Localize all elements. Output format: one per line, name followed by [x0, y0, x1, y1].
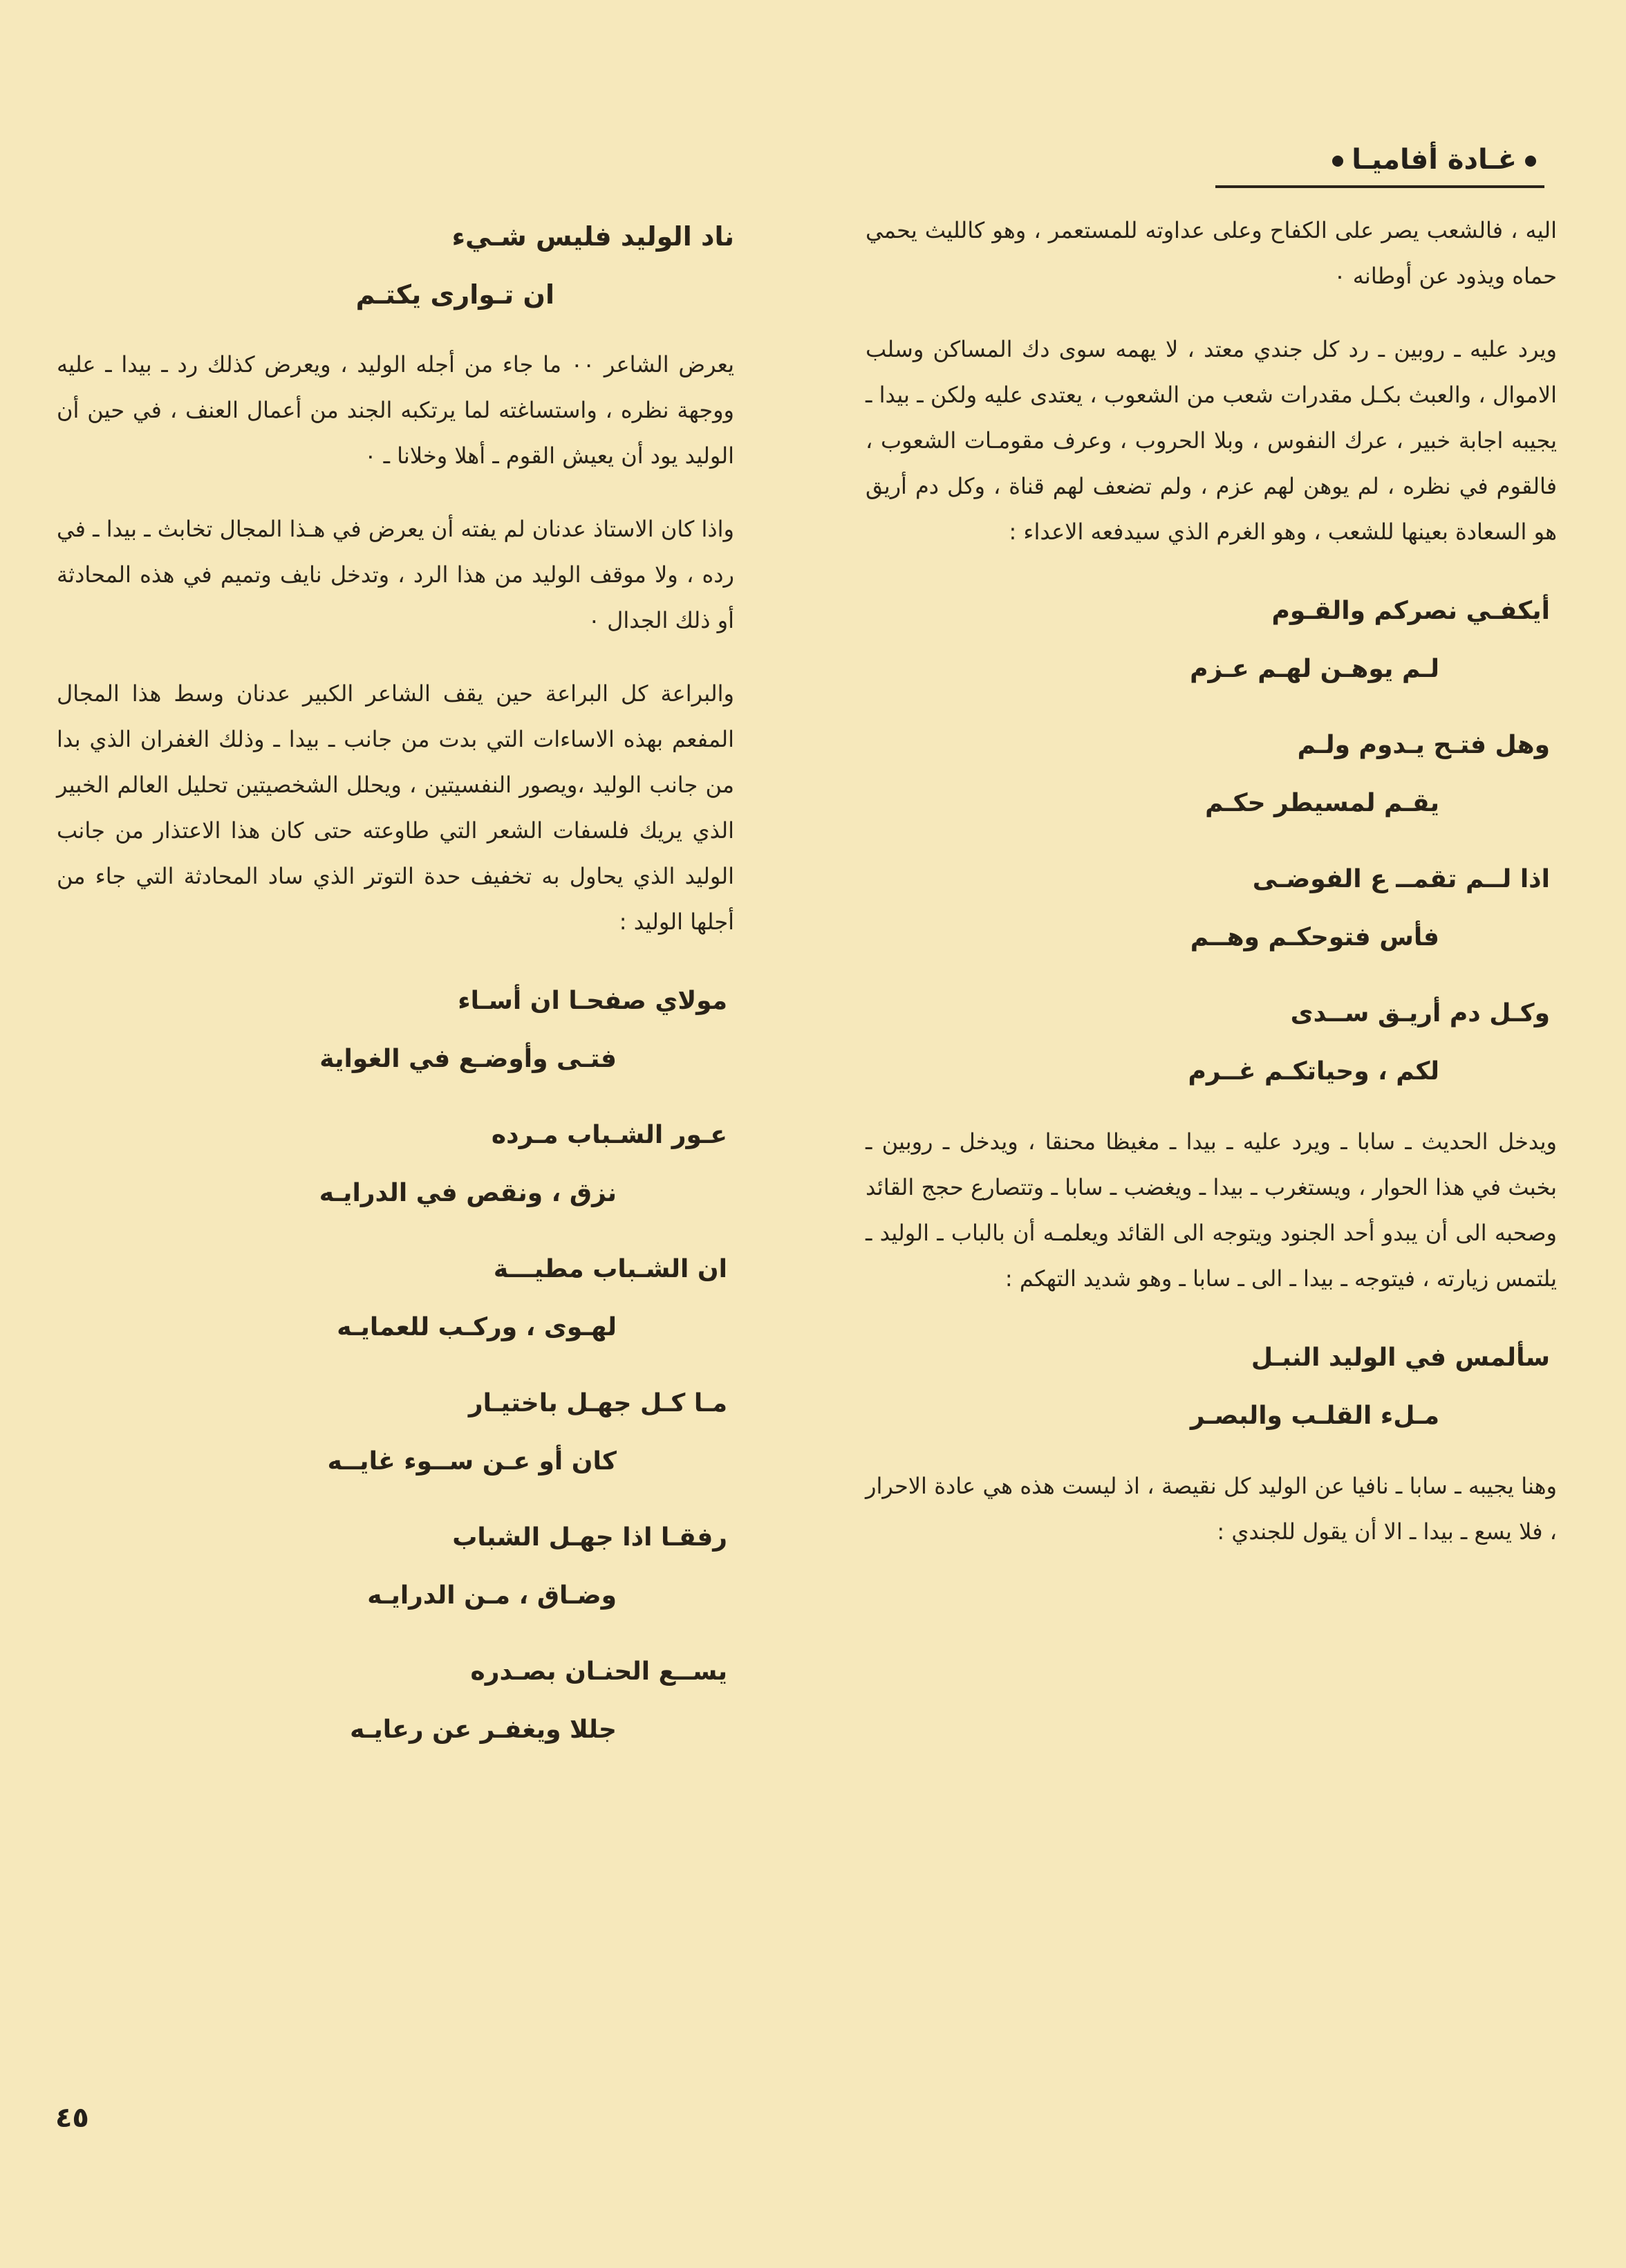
verse-couplet: [57, 1106, 734, 1223]
paragraph: ويرد عليه ـ روبين ـ رد كل جندي معتد ، لا يهمه سوى دك المساكن وسلب الاموال ، والعبث بكـل مقدرات شعب من الشعوب ، يعتدى عليه ولكن ـ بيدا ـ يجيبه اجابة خبير ، عرك النفوس ، وبلا الحروب ، وعرف مقومـات الشعوب ، فالقوم في نظره ، لم يوهن لهم عزم ، ولم تضعف لهم قناة ، وكل دم أريق هو السعادة بعينها للشعب ، وهو الغرم الذي سيدفعه الاعداء :: [866, 336, 1557, 545]
verse-line: كان أو عـن ســوء غايــه: [327, 1447, 617, 1476]
verse-couplet: [866, 1329, 1557, 1445]
right-column: [866, 207, 1557, 1582]
verse-line: لـم يوهـن لهـم عـزم: [1190, 655, 1439, 683]
paragraph: يعرض الشاعر ٠٠ ما جاء من أجله الوليد ، ويعرض كذلك رد ـ بيدا ـ عليه ووجهة نظره ، واستساغته لما يرتكبه الجند من أعمال العنف ، في حين أن الوليد يود أن يعيش القوم ـ أهلا وخلانا ـ ٠: [57, 351, 735, 469]
header-rule: [1215, 185, 1544, 188]
verse-line: فتـى وأوضـع في الغواية: [319, 1045, 617, 1073]
verse-line: وضـاق ، مـن الدرايـه: [367, 1581, 617, 1610]
verse-line: مولاي صفحـا ان أسـاء: [458, 987, 727, 1015]
verse-line: لهـوى ، وركـب للعمايـه: [337, 1313, 617, 1341]
verse-line: مـا كـل جهـل باختيـار: [468, 1389, 727, 1418]
verse-line: اذا لــم تقمــ ع الفوضـى: [1252, 865, 1550, 893]
verse-couplet: [57, 1240, 734, 1357]
verse-line: مـلء القلـب والبصـر: [1190, 1402, 1439, 1430]
verse-line: فأس فتوحكـم وهــم: [1190, 923, 1439, 951]
paragraph: واذا كان الاستاذ عدنان لم يفته أن يعرض في هـذا المجال تخابث ـ بيدا ـ في رده ، ولا موقف الوليد من هذا الرد ، وتدخل نايف وتميم في هذه المحادثة أو ذلك الجدال ٠: [57, 516, 734, 633]
verse-line: وهل فتـح يـدوم ولـم: [1297, 731, 1550, 759]
verse-couplet: [57, 1375, 734, 1491]
left-column: [57, 207, 734, 1777]
verse-line: جللا ويغفـر عن رعايـه: [350, 1716, 617, 1744]
verse-line: نزق ، ونقص في الدرايـه: [319, 1179, 617, 1207]
verse-line: عـور الشـباب مـرده: [491, 1121, 727, 1149]
verse-couplet: [866, 582, 1557, 698]
bullet-icon: [1332, 156, 1343, 167]
bullet-icon: [1525, 156, 1536, 167]
verse-couplet: [57, 1643, 734, 1759]
verse-couplet: [57, 207, 734, 324]
verse-couplet: [866, 716, 1557, 833]
page-header: [1199, 136, 1544, 191]
paragraph: اليه ، فالشعب يصر على الكفاح وعلى عداوته للمستعمر ، وهو كالليث يحمي حماه ويذود عن أوطانه ٠: [866, 217, 1557, 289]
verse-line: وكـل دم أريـق ســدى: [1290, 999, 1550, 1028]
verse-couplet: [866, 985, 1557, 1101]
verse-line: أيكفـي نصركم والقـوم: [1271, 597, 1550, 625]
paragraph: ويدخل الحديث ـ سابا ـ ويرد عليه ـ بيدا ـ مغيظا محنقا ، ويدخل ـ روبين ـ بخبث في هذا الحوار ، ويستغرب ـ بيدا ـ ويغضب ـ سابا ـ وتتصارع حجج القائد وصحبه الى أن يبدو أحد الجنود ويتوجه الى القائد ويعلمـه أن بالباب ـ الوليد ـ يلتمس زيارته ، فيتوجه ـ بيدا ـ الى ـ سابا ـ وهو شديد التهكم :: [866, 1128, 1557, 1292]
verse-couplet: [866, 850, 1557, 967]
paragraph: وهنا يجيبه ـ سابا ـ نافيا عن الوليد كل نقيصة ، اذ ليست هذه هي عادة الاحرار ، فلا يسع ـ بيدا ـ الا أن يقول للجندي :: [866, 1473, 1557, 1545]
verse-line: يقـم لمسيطر حكـم: [1205, 789, 1439, 817]
page-number: ٤٥: [55, 2102, 89, 2134]
header-title: غـادة أفاميـا: [1352, 144, 1517, 176]
verse-line: سألمس في الوليد النبـل: [1251, 1344, 1550, 1372]
paragraph: والبراعة كل البراعة حين يقف الشاعر الكبير عدنان وسط هذا المجال المفعم بهذه الاساءات التي بدت من جانب ـ بيدا ـ وذلك الغفران الذي بدا من جانب الوليد ،ويصور النفسيتين ، ويحلل الشخصيتين تحليل العالم الخبير الذي يريك فلسفات الشعر التي طاوعته حتى كان هذا الاعتذار من جانب الوليد الذي يحاول به تخفيف حدة التوتر الذي ساد المحادثة التي جاء من أجلها الوليد :: [57, 680, 734, 935]
verse-line: ناد الوليد فليس شـيء: [451, 221, 734, 252]
verse-line: ان تـوارى يكتـم: [355, 279, 554, 310]
verse-line: رفقـا اذا جهـل الشباب: [452, 1523, 727, 1552]
verse-couplet: [57, 972, 734, 1088]
verse-couplet: [57, 1509, 734, 1625]
verse-line: لكم ، وحياتكـم غــرم: [1188, 1057, 1439, 1086]
verse-line: ان الشـباب مطيـــة: [493, 1255, 727, 1283]
verse-line: يســع الحنـان بصـدره: [470, 1657, 727, 1686]
